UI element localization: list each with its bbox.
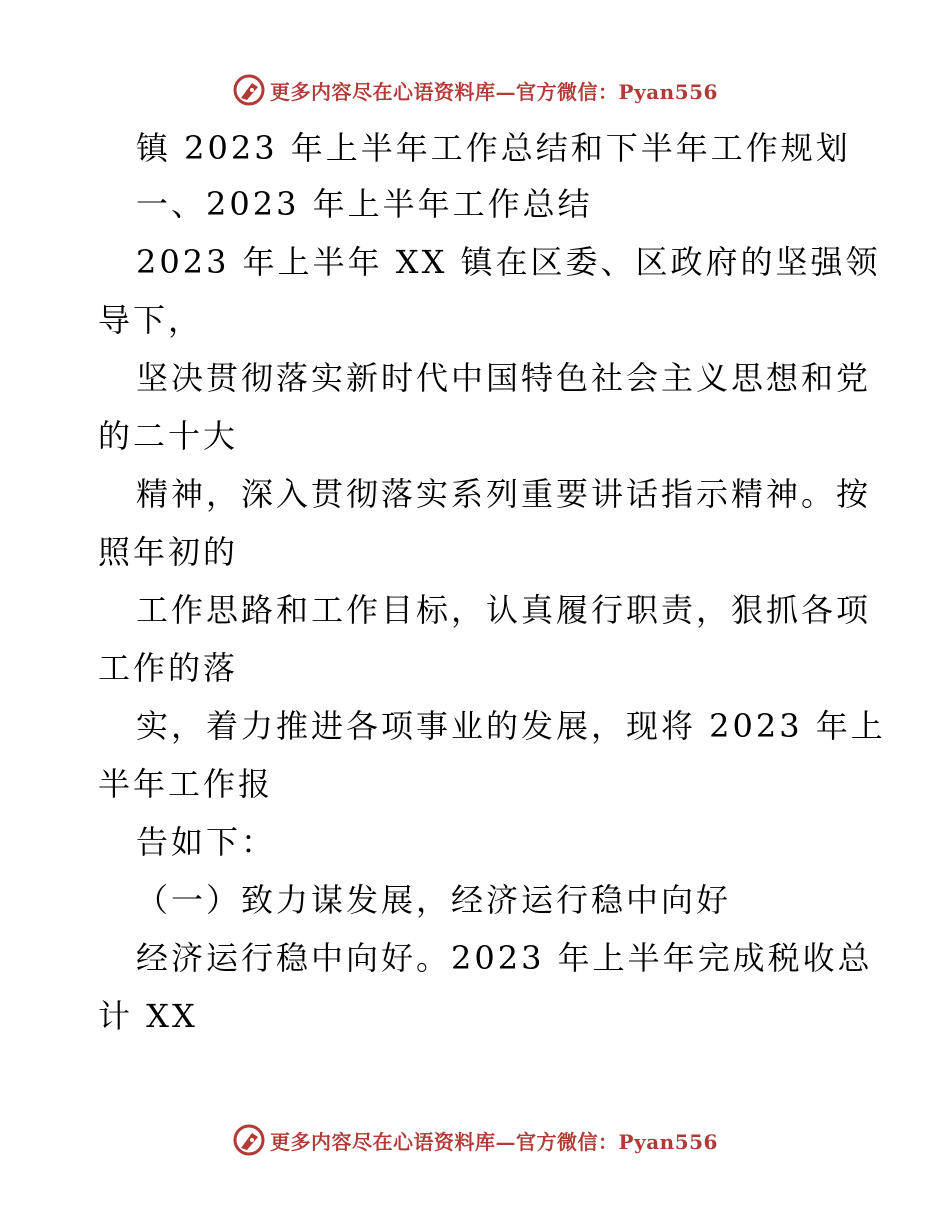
header-watermark <box>0 68 950 112</box>
paragraph-line: 实，着力推进各项事业的发展，现将 2023 年上 <box>136 707 886 745</box>
paragraph-line: 精神，深入贯彻落实系列重要讲话指示精神。按 <box>136 475 872 513</box>
paragraph-line: 的二十大 <box>98 417 239 455</box>
paragraph-line: 告如下： <box>136 823 277 861</box>
watermark-text: 更多内容尽在心语资料库—官方微信：Pyan556 <box>270 79 718 104</box>
paragraph-line: 工作思路和工作目标，认真履行职责，狠抓各项 <box>136 591 872 629</box>
subsection-heading: （一）致力谋发展，经济运行稳中向好 <box>136 881 732 919</box>
paragraph-line: 照年初的 <box>98 533 239 571</box>
paragraph-line: 经济运行稳中向好。2023 年上半年完成税收总 <box>136 939 873 977</box>
doc-title: 镇 2023 年上半年工作总结和下半年工作规划 <box>136 129 851 167</box>
paragraph-line: 半年工作报 <box>98 765 274 803</box>
watermark-text: 更多内容尽在心语资料库—官方微信：Pyan556 <box>270 1129 718 1154</box>
paragraph-line: 工作的落 <box>98 649 239 687</box>
paragraph-line: 坚决贯彻落实新时代中国特色社会主义思想和党 <box>136 359 872 397</box>
paragraph-line: 导下， <box>98 301 204 339</box>
pen-nib-logo-icon <box>232 73 266 107</box>
footer-watermark <box>0 1118 950 1162</box>
pen-nib-logo-icon <box>232 1123 266 1157</box>
paragraph-line: 计 XX <box>98 997 198 1035</box>
section-heading: 一、2023 年上半年工作总结 <box>136 185 593 223</box>
paragraph-line: 2023 年上半年 XX 镇在区委、区政府的坚强领 <box>136 243 881 281</box>
